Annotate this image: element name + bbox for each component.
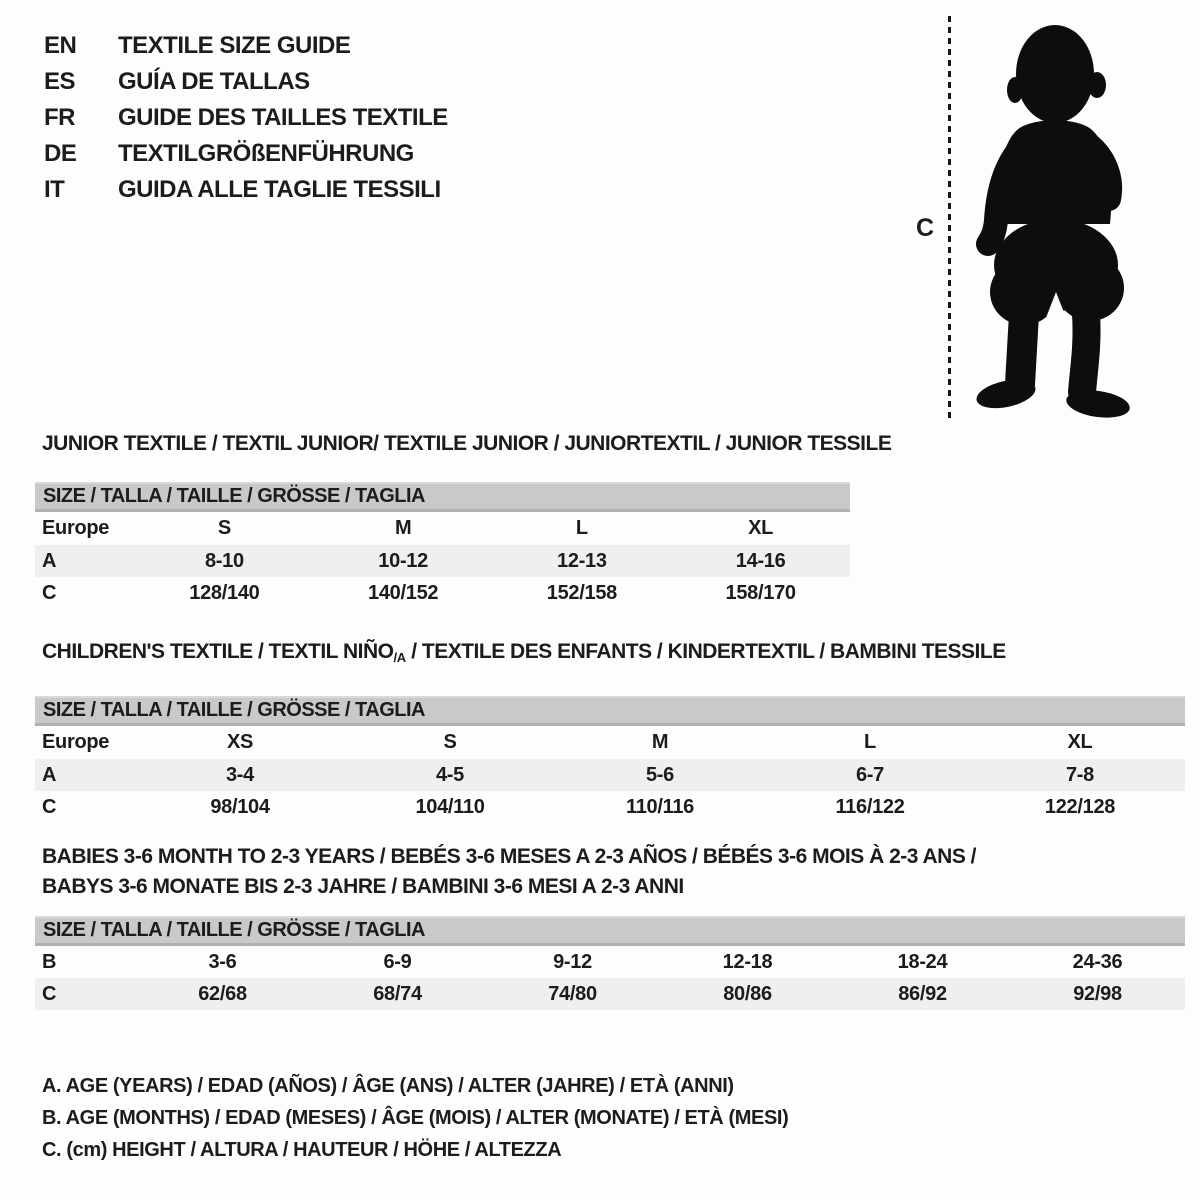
junior-section-title: JUNIOR TEXTILE / TEXTIL JUNIOR/ TEXTILE JUNIOR / JUNIORTEXTIL / JUNIOR TESSILE [42, 432, 892, 455]
lang-code: ES [44, 68, 76, 95]
months-cell: 12-18 [722, 950, 773, 973]
row-label: Europe [42, 731, 110, 753]
junior-europe-row [35, 512, 850, 545]
months-cell: 18-24 [897, 950, 948, 973]
size-cell: L [575, 517, 588, 539]
toddler-silhouette-icon [962, 22, 1144, 420]
height-figure [0, 0, 1200, 440]
legend [42, 1070, 788, 1166]
lang-code: DE [44, 140, 77, 167]
age-cell: 8-10 [204, 549, 244, 572]
size-cell: M [651, 731, 669, 753]
babies-section-title-line1: BABIES 3-6 MONTH TO 2-3 YEARS / BEBÉS 3-6 MESES A 2-3 AÑOS / BÉBÉS 3-6 MOIS À 2-3 ANS / [42, 845, 977, 868]
legend-age-months: B. AGE (MONTHS) / EDAD (MESES) / ÂGE (MOIS) / ALTER (MONATE) / ETÀ (MESI) [42, 1107, 789, 1129]
row-label: A [42, 763, 57, 786]
months-cell: 9-12 [553, 950, 592, 973]
age-cell: 5-6 [645, 763, 674, 786]
children-title-sub: /A [393, 650, 406, 665]
lang-title: GUÍA DE TALLAS [118, 68, 310, 95]
lang-title: TEXTILE SIZE GUIDE [118, 32, 351, 59]
row-label: C [42, 982, 57, 1005]
height-cell: 74/80 [548, 982, 597, 1005]
height-cell: 92/98 [1073, 982, 1122, 1005]
size-cell: S [443, 731, 457, 753]
children-title-prefix: CHILDREN'S TEXTILE / TEXTIL NIÑO [42, 640, 394, 663]
age-cell: 12-13 [557, 549, 607, 572]
lang-title: TEXTILGRÖßENFÜHRUNG [118, 140, 414, 167]
children-age-row [35, 759, 1185, 791]
row-label: A [42, 549, 57, 572]
row-label: Europe [42, 517, 110, 539]
junior-textile-section [35, 432, 892, 609]
height-cell: 122/128 [1044, 795, 1116, 818]
age-cell: 3-4 [225, 763, 254, 786]
children-textile-section [35, 640, 1185, 823]
height-cell: 98/104 [210, 795, 270, 818]
height-measure-label: C [916, 214, 934, 242]
babies-textile-section [35, 845, 1185, 1010]
age-cell: 7-8 [1065, 763, 1094, 786]
size-header-band: SIZE / TALLA / TAILLE / GRÖSSE / TAGLIA [35, 916, 1185, 946]
babies-height-row [35, 978, 1185, 1010]
height-cell: 128/140 [189, 581, 260, 604]
height-cell: 86/92 [898, 982, 947, 1005]
height-dashed-line [948, 16, 951, 418]
height-cell: 140/152 [368, 581, 439, 604]
months-cell: 3-6 [208, 950, 237, 973]
junior-height-row [35, 577, 850, 609]
size-cell: XS [226, 731, 254, 753]
height-cell: 158/170 [725, 581, 796, 604]
age-cell: 14-16 [735, 549, 786, 572]
size-cell: M [394, 517, 412, 539]
babies-months-row [35, 946, 1185, 978]
row-label: B [42, 950, 57, 973]
height-cell: 110/116 [626, 795, 694, 818]
height-cell: 80/86 [723, 982, 772, 1005]
children-section-title [42, 640, 1185, 669]
size-cell: XL [748, 517, 774, 539]
row-label: C [42, 581, 57, 604]
size-cell: XL [1067, 731, 1093, 753]
lang-code: IT [44, 176, 65, 203]
age-cell: 6-7 [855, 763, 884, 786]
children-title-suffix: / TEXTILE DES ENFANTS / KINDERTEXTIL / BAMBINI TESSILE [405, 640, 1006, 663]
babies-section-title-line2: BABYS 3-6 MONATE BIS 2-3 JAHRE / BAMBINI 3-6 MESI A 2-3 ANNI [42, 875, 684, 898]
height-cell: 104/110 [415, 795, 485, 818]
size-header-band: SIZE / TALLA / TAILLE / GRÖSSE / TAGLIA [35, 696, 1185, 726]
lang-code: FR [44, 104, 75, 131]
months-cell: 24-36 [1072, 950, 1123, 973]
age-cell: 4-5 [435, 763, 464, 786]
age-cell: 10-12 [378, 549, 428, 572]
height-cell: 116/122 [835, 795, 905, 818]
lang-code: EN [44, 32, 77, 59]
junior-age-row [35, 545, 850, 577]
height-cell: 68/74 [373, 982, 422, 1005]
legend-age-years: A. AGE (YEARS) / EDAD (AÑOS) / ÂGE (ANS) / ALTER (JAHRE) / ETÀ (ANNI) [42, 1075, 734, 1097]
row-label: C [42, 795, 57, 818]
lang-title: GUIDE DES TAILLES TEXTILE [118, 104, 448, 131]
size-header-band: SIZE / TALLA / TAILLE / GRÖSSE / TAGLIA [35, 482, 850, 512]
height-cell: 62/68 [198, 982, 247, 1005]
children-size-table [35, 696, 1185, 823]
size-cell: L [864, 731, 876, 753]
months-cell: 6-9 [383, 950, 412, 973]
height-cell: 152/158 [546, 581, 617, 604]
size-cell: S [217, 517, 231, 539]
junior-size-table [35, 482, 850, 609]
babies-size-table [35, 916, 1185, 1010]
lang-title: GUIDA ALLE TAGLIE TESSILI [118, 176, 441, 203]
children-europe-row [35, 726, 1185, 759]
legend-height-cm: C. (cm) HEIGHT / ALTURA / HAUTEUR / HÖHE / ALTEZZA [42, 1139, 562, 1161]
children-height-row [35, 791, 1185, 823]
